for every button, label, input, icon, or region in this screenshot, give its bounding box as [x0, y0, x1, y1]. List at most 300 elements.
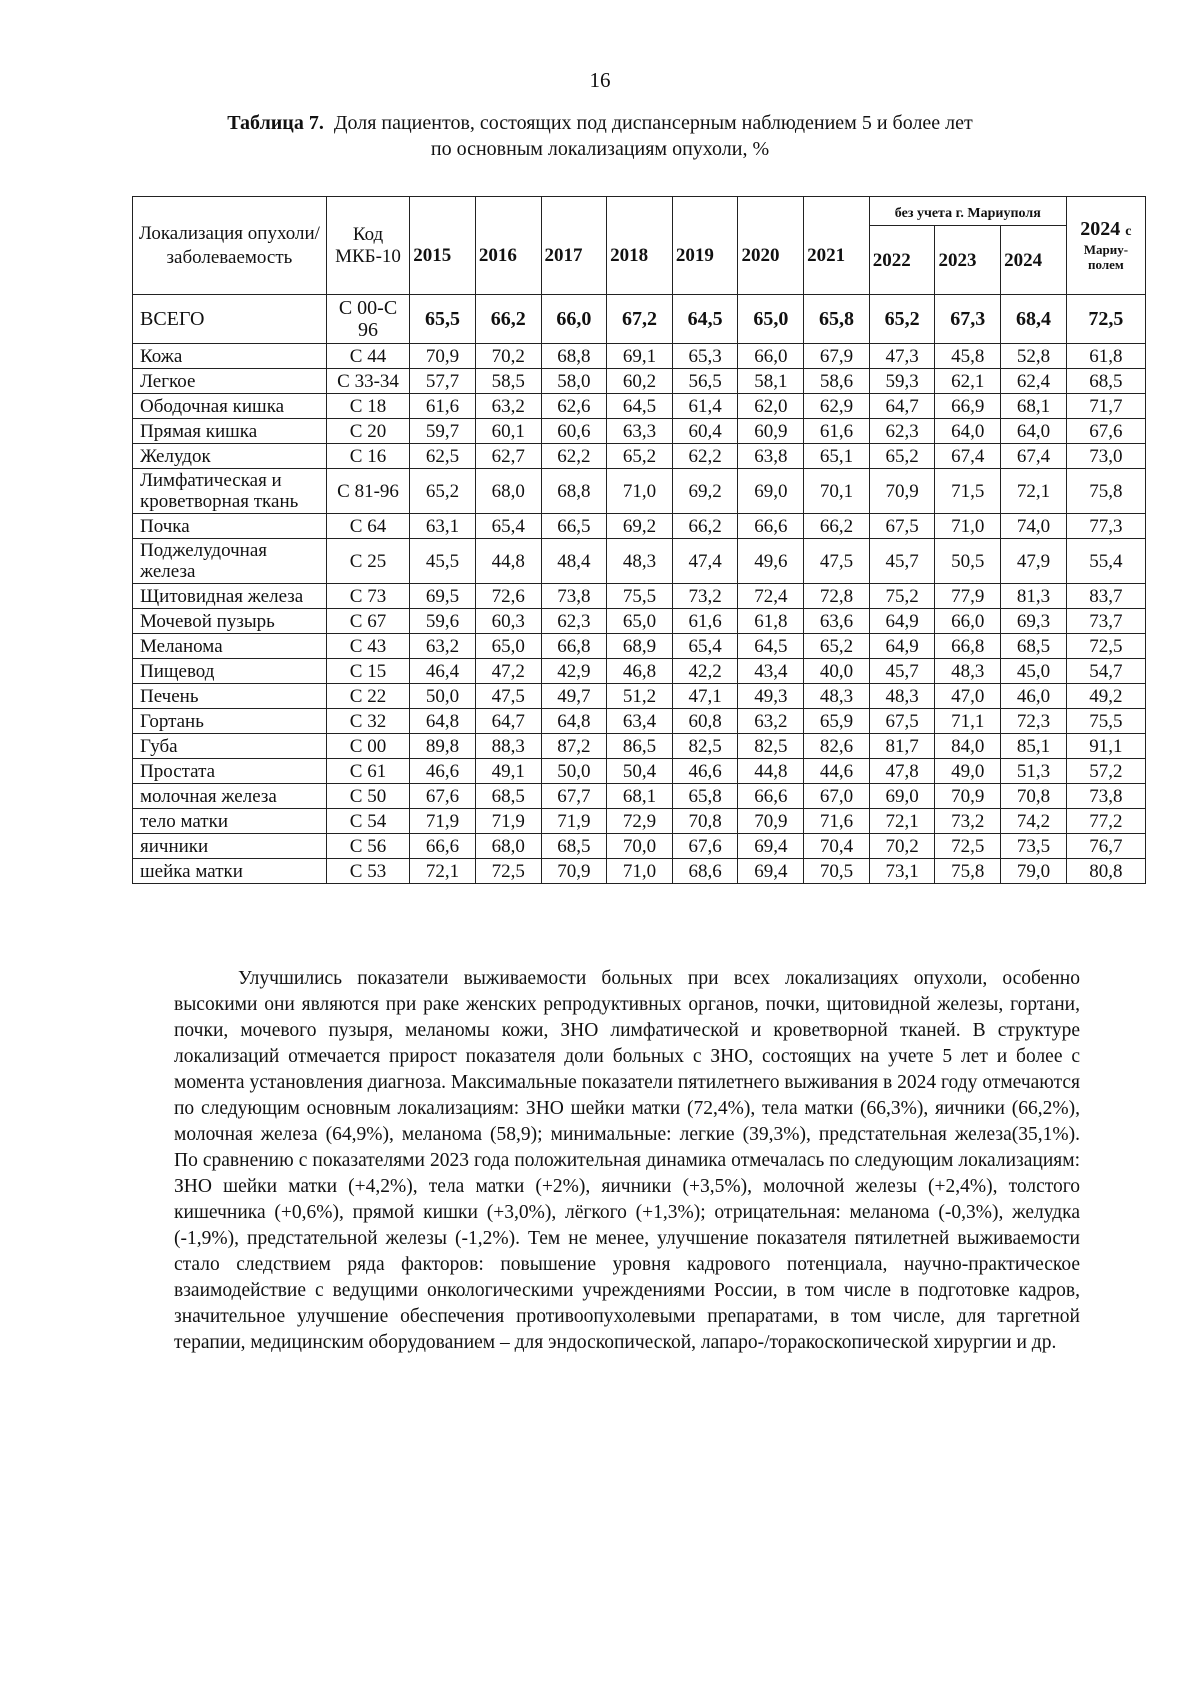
row-value: 62,2: [672, 444, 738, 469]
row-value: 75,8: [1066, 469, 1145, 514]
row-value: 71,5: [935, 469, 1001, 514]
body-paragraph: Улучшились показатели выживаемости больных при всех локализациях опухоли, особенно высокими они являются при раке женских репродуктивных органов, почки, щитовидной железы, гортани, почки, мочевого пузыря, меланомы кожи, ЗНО лимфатической и кроветворной тканей. В структуре локализаций отмечается прирост показателя доли больных с ЗНО, состоящих на учете 5 лет и более с момента установления диагноза. Максимальные показатели пятилетнего выживания в 2024 году отмечаются по следующим основным локализациям: ЗНО шейки матки (72,4%), тела матки (66,3%), яичники (66,2%), молочная железа (64,9%), меланома (58,9); минимальные: легкие (39,3%), предстательная железа(35,1%). По сравнению с показателями 2023 года положительная динамика отмечалась по следующим локализациям: ЗНО шейки матки (+4,2%), тела матки (+2%), яичники (+3,5%), молочной железы (+2,4%), толстого кишечника (+0,6%), прямой кишки (+3,0%), лёгкого (+1,3%); отрицательная: меланома (-0,3%), желудка (-1,9%), предстательной железы (-1,2%). Тем не менее, улучшение показателя пятилетней выживаемости стало следствием ряда факторов: повышение уровня кадрового потенциала, научно-практическое взаимодействие с ведущими онкологическими учреждениями России, в том числе в подготовке кадров, значительное улучшение обеспечения противоопухолевыми препаратами, в том числе, для таргетной терапии, медицинским оборудованием – для эндоскопической, лапаро-/торакоскопической хирургии и др.: [174, 968, 1080, 1353]
table-row: [133, 784, 1146, 809]
row-value: 67,7: [541, 784, 607, 809]
row-code: С 56: [326, 834, 409, 859]
row-name: Кожа: [133, 344, 327, 369]
table-row: [133, 709, 1146, 734]
header-year: 2015: [410, 197, 476, 295]
row-value: 50,0: [541, 759, 607, 784]
table-row: [133, 514, 1146, 539]
row-value: 67,5: [869, 514, 935, 539]
row-value: 49,7: [541, 684, 607, 709]
row-value: 83,7: [1066, 584, 1145, 609]
row-value: 71,0: [607, 859, 673, 884]
row-value: 86,5: [607, 734, 673, 759]
row-value: 80,8: [1066, 859, 1145, 884]
row-value: 70,2: [869, 834, 935, 859]
row-value: 63,6: [804, 609, 870, 634]
row-value: 65,9: [804, 709, 870, 734]
row-value: 67,4: [935, 444, 1001, 469]
row-value: 64,5: [738, 634, 804, 659]
row-value: 72,4: [738, 584, 804, 609]
row-value: 72,6: [475, 584, 541, 609]
row-value: 72,8: [804, 584, 870, 609]
row-name: тело матки: [133, 809, 327, 834]
row-value: 64,9: [869, 634, 935, 659]
row-value: 58,1: [738, 369, 804, 394]
row-value: 66,9: [935, 394, 1001, 419]
row-value: 67,9: [804, 344, 870, 369]
row-value: 60,1: [475, 419, 541, 444]
row-name: Лимфатическая и кроветворная ткань: [133, 469, 327, 514]
row-value: 70,9: [738, 809, 804, 834]
row-value: 70,9: [410, 344, 476, 369]
row-value: 68,8: [541, 344, 607, 369]
row-value: 68,8: [541, 469, 607, 514]
row-value: 66,2: [672, 514, 738, 539]
row-value: 68,6: [672, 859, 738, 884]
row-value: 64,9: [869, 609, 935, 634]
row-value: 88,3: [475, 734, 541, 759]
row-value: 72,5: [1066, 295, 1145, 344]
row-value: 64,0: [935, 419, 1001, 444]
row-value: 51,2: [607, 684, 673, 709]
row-value: 47,2: [475, 659, 541, 684]
row-value: 62,9: [804, 394, 870, 419]
row-value: 64,8: [541, 709, 607, 734]
row-value: 70,9: [869, 469, 935, 514]
row-value: 47,4: [672, 539, 738, 584]
row-code: С 67: [326, 609, 409, 634]
row-value: 46,8: [607, 659, 673, 684]
row-value: 64,7: [475, 709, 541, 734]
row-value: 66,8: [541, 634, 607, 659]
table-row: [133, 394, 1146, 419]
row-value: 70,4: [804, 834, 870, 859]
row-value: 67,2: [607, 295, 673, 344]
row-code: С 33-34: [326, 369, 409, 394]
row-value: 49,6: [738, 539, 804, 584]
table-row: [133, 759, 1146, 784]
row-value: 69,0: [738, 469, 804, 514]
row-value: 42,9: [541, 659, 607, 684]
row-value: 58,6: [804, 369, 870, 394]
row-value: 59,7: [410, 419, 476, 444]
table-row: [133, 859, 1146, 884]
row-value: 49,3: [738, 684, 804, 709]
row-value: 67,6: [672, 834, 738, 859]
caption-line2: по основным локализациям опухоли, %: [430, 138, 770, 160]
row-value: 61,8: [738, 609, 804, 634]
row-value: 65,2: [804, 634, 870, 659]
row-value: 68,5: [1066, 369, 1145, 394]
row-name: Почка: [133, 514, 327, 539]
row-value: 75,5: [607, 584, 673, 609]
row-value: 65,2: [869, 444, 935, 469]
row-value: 66,0: [935, 609, 1001, 634]
row-value: 71,0: [607, 469, 673, 514]
total-row: [133, 295, 1146, 344]
row-value: 68,0: [475, 834, 541, 859]
row-value: 63,4: [607, 709, 673, 734]
row-value: 63,8: [738, 444, 804, 469]
row-value: 71,7: [1066, 394, 1145, 419]
row-value: 47,1: [672, 684, 738, 709]
row-value: 70,5: [804, 859, 870, 884]
row-value: 58,0: [541, 369, 607, 394]
row-code: С 54: [326, 809, 409, 834]
row-value: 54,7: [1066, 659, 1145, 684]
row-value: 70,8: [672, 809, 738, 834]
row-value: 81,3: [1001, 584, 1067, 609]
row-value: 65,5: [410, 295, 476, 344]
row-value: 65,1: [804, 444, 870, 469]
row-value: 69,0: [869, 784, 935, 809]
header-group-year: 2022: [869, 226, 935, 295]
row-value: 68,5: [541, 834, 607, 859]
row-name: ВСЕГО: [133, 295, 327, 344]
row-value: 74,0: [1001, 514, 1067, 539]
row-value: 69,4: [738, 834, 804, 859]
table-row: [133, 344, 1146, 369]
row-name: Печень: [133, 684, 327, 709]
row-value: 46,0: [1001, 684, 1067, 709]
header-group-year: 2023: [935, 226, 1001, 295]
row-value: 63,2: [410, 634, 476, 659]
header-code: Код МКБ-10: [326, 197, 409, 295]
row-value: 64,5: [672, 295, 738, 344]
row-code: С 81-96: [326, 469, 409, 514]
row-name: яичники: [133, 834, 327, 859]
row-value: 44,8: [475, 539, 541, 584]
row-value: 42,2: [672, 659, 738, 684]
row-value: 71,9: [541, 809, 607, 834]
row-value: 62,4: [1001, 369, 1067, 394]
row-value: 74,2: [1001, 809, 1067, 834]
row-value: 61,6: [672, 609, 738, 634]
row-value: 59,3: [869, 369, 935, 394]
row-name: Щитовидная железа: [133, 584, 327, 609]
row-value: 77,2: [1066, 809, 1145, 834]
row-code: С 00-С 96: [326, 295, 409, 344]
row-value: 68,1: [607, 784, 673, 809]
row-value: 60,8: [672, 709, 738, 734]
row-value: 70,2: [475, 344, 541, 369]
row-code: С 50: [326, 784, 409, 809]
row-name: Губа: [133, 734, 327, 759]
row-name: Меланома: [133, 634, 327, 659]
row-value: 65,4: [672, 634, 738, 659]
row-value: 79,0: [1001, 859, 1067, 884]
row-value: 62,1: [935, 369, 1001, 394]
row-value: 68,1: [1001, 394, 1067, 419]
row-value: 67,0: [804, 784, 870, 809]
row-value: 49,0: [935, 759, 1001, 784]
row-value: 68,0: [475, 469, 541, 514]
row-value: 60,2: [607, 369, 673, 394]
row-value: 68,4: [1001, 295, 1067, 344]
row-code: С 44: [326, 344, 409, 369]
row-value: 72,1: [1001, 469, 1067, 514]
row-value: 63,2: [475, 394, 541, 419]
row-value: 73,2: [672, 584, 738, 609]
row-value: 45,7: [869, 659, 935, 684]
row-value: 72,5: [475, 859, 541, 884]
header-year: 2018: [607, 197, 673, 295]
table-row: [133, 684, 1146, 709]
row-value: 68,5: [475, 784, 541, 809]
row-value: 46,4: [410, 659, 476, 684]
table-row: [133, 584, 1146, 609]
row-value: 72,3: [1001, 709, 1067, 734]
row-value: 66,2: [804, 514, 870, 539]
row-code: С 16: [326, 444, 409, 469]
row-value: 61,8: [1066, 344, 1145, 369]
row-value: 50,4: [607, 759, 673, 784]
row-value: 58,5: [475, 369, 541, 394]
table-row: [133, 809, 1146, 834]
row-value: 72,5: [1066, 634, 1145, 659]
row-value: 72,1: [410, 859, 476, 884]
row-value: 71,9: [410, 809, 476, 834]
row-value: 55,4: [1066, 539, 1145, 584]
row-value: 60,9: [738, 419, 804, 444]
row-code: С 73: [326, 584, 409, 609]
row-value: 61,6: [410, 394, 476, 419]
row-value: 62,6: [541, 394, 607, 419]
row-value: 77,3: [1066, 514, 1145, 539]
row-name: шейка матки: [133, 859, 327, 884]
header-year: 2021: [804, 197, 870, 295]
table-row: [133, 539, 1146, 584]
caption-line1: Доля пациентов, состоящих под диспансерным наблюдением 5 и более лет: [333, 112, 973, 134]
row-code: С 61: [326, 759, 409, 784]
header-year: 2020: [738, 197, 804, 295]
row-value: 52,8: [1001, 344, 1067, 369]
row-value: 65,3: [672, 344, 738, 369]
row-value: 65,4: [475, 514, 541, 539]
row-value: 62,3: [869, 419, 935, 444]
row-value: 45,0: [1001, 659, 1067, 684]
row-value: 43,4: [738, 659, 804, 684]
row-value: 76,7: [1066, 834, 1145, 859]
row-value: 65,8: [672, 784, 738, 809]
row-value: 47,3: [869, 344, 935, 369]
row-value: 67,3: [935, 295, 1001, 344]
row-value: 87,2: [541, 734, 607, 759]
row-value: 44,8: [738, 759, 804, 784]
row-value: 48,3: [607, 539, 673, 584]
row-value: 56,5: [672, 369, 738, 394]
table-row: [133, 734, 1146, 759]
row-value: 67,6: [1066, 419, 1145, 444]
table-row: [133, 419, 1146, 444]
row-value: 66,0: [738, 344, 804, 369]
row-value: 67,5: [869, 709, 935, 734]
row-value: 71,0: [935, 514, 1001, 539]
row-value: 82,5: [738, 734, 804, 759]
row-value: 57,7: [410, 369, 476, 394]
row-value: 50,0: [410, 684, 476, 709]
caption-label: Таблица 7.: [227, 112, 324, 134]
table-row: [133, 659, 1146, 684]
row-name: Гортань: [133, 709, 327, 734]
row-value: 46,6: [410, 759, 476, 784]
row-value: 75,5: [1066, 709, 1145, 734]
row-value: 73,7: [1066, 609, 1145, 634]
row-value: 64,7: [869, 394, 935, 419]
row-value: 85,1: [1001, 734, 1067, 759]
row-value: 48,3: [935, 659, 1001, 684]
row-value: 66,6: [410, 834, 476, 859]
row-value: 66,2: [475, 295, 541, 344]
row-code: С 25: [326, 539, 409, 584]
row-value: 63,2: [738, 709, 804, 734]
row-value: 66,0: [541, 295, 607, 344]
row-value: 81,7: [869, 734, 935, 759]
row-value: 67,4: [1001, 444, 1067, 469]
row-value: 65,2: [607, 444, 673, 469]
row-value: 40,0: [804, 659, 870, 684]
row-value: 72,9: [607, 809, 673, 834]
row-value: 45,5: [410, 539, 476, 584]
row-value: 73,1: [869, 859, 935, 884]
row-value: 82,6: [804, 734, 870, 759]
row-value: 44,6: [804, 759, 870, 784]
row-value: 46,6: [672, 759, 738, 784]
table-row: [133, 444, 1146, 469]
row-code: С 53: [326, 859, 409, 884]
row-value: 71,1: [935, 709, 1001, 734]
row-value: 48,3: [804, 684, 870, 709]
header-last-note: Мариу-полем: [1083, 242, 1129, 272]
row-code: С 22: [326, 684, 409, 709]
table-row: [133, 469, 1146, 514]
table-caption: [0, 110, 1200, 162]
row-name: Поджелудочная железа: [133, 539, 327, 584]
row-value: 82,5: [672, 734, 738, 759]
row-value: 60,3: [475, 609, 541, 634]
row-code: С 43: [326, 634, 409, 659]
row-value: 64,8: [410, 709, 476, 734]
row-value: 63,1: [410, 514, 476, 539]
row-value: 75,2: [869, 584, 935, 609]
row-value: 49,2: [1066, 684, 1145, 709]
row-value: 62,7: [475, 444, 541, 469]
row-value: 61,4: [672, 394, 738, 419]
header-year: 2019: [672, 197, 738, 295]
row-value: 70,9: [541, 859, 607, 884]
row-name: Пищевод: [133, 659, 327, 684]
row-value: 63,3: [607, 419, 673, 444]
row-value: 69,2: [607, 514, 673, 539]
row-value: 51,3: [1001, 759, 1067, 784]
row-name: Желудок: [133, 444, 327, 469]
row-value: 77,9: [935, 584, 1001, 609]
row-value: 70,1: [804, 469, 870, 514]
row-name: Прямая кишка: [133, 419, 327, 444]
row-value: 69,4: [738, 859, 804, 884]
row-code: С 20: [326, 419, 409, 444]
row-value: 66,5: [541, 514, 607, 539]
header-localization: Локализация опухоли/ заболеваемость: [133, 197, 327, 295]
row-value: 70,9: [935, 784, 1001, 809]
row-value: 47,0: [935, 684, 1001, 709]
row-value: 72,1: [869, 809, 935, 834]
row-value: 59,6: [410, 609, 476, 634]
header-year: 2016: [475, 197, 541, 295]
row-value: 66,8: [935, 634, 1001, 659]
row-value: 48,3: [869, 684, 935, 709]
row-value: 47,5: [804, 539, 870, 584]
row-value: 45,7: [869, 539, 935, 584]
row-value: 65,8: [804, 295, 870, 344]
row-value: 60,4: [672, 419, 738, 444]
row-name: Простата: [133, 759, 327, 784]
row-value: 62,3: [541, 609, 607, 634]
table-row: [133, 369, 1146, 394]
row-value: 60,6: [541, 419, 607, 444]
header-group-label: без учета г. Мариуполя: [869, 197, 1066, 226]
row-value: 69,2: [672, 469, 738, 514]
row-code: С 64: [326, 514, 409, 539]
row-name: молочная железа: [133, 784, 327, 809]
row-code: С 15: [326, 659, 409, 684]
header-year: 2017: [541, 197, 607, 295]
row-value: 49,1: [475, 759, 541, 784]
row-value: 72,5: [935, 834, 1001, 859]
row-value: 66,6: [738, 784, 804, 809]
row-value: 62,2: [541, 444, 607, 469]
header-group-year: 2024: [1001, 226, 1067, 295]
row-code: С 18: [326, 394, 409, 419]
row-value: 47,8: [869, 759, 935, 784]
row-name: Легкое: [133, 369, 327, 394]
row-value: 47,9: [1001, 539, 1067, 584]
row-value: 70,0: [607, 834, 673, 859]
row-value: 71,9: [475, 809, 541, 834]
row-value: 45,8: [935, 344, 1001, 369]
row-value: 66,6: [738, 514, 804, 539]
row-value: 69,3: [1001, 609, 1067, 634]
row-value: 73,8: [541, 584, 607, 609]
header-last: [1066, 197, 1145, 295]
table-row: [133, 634, 1146, 659]
row-value: 68,9: [607, 634, 673, 659]
row-value: 65,0: [475, 634, 541, 659]
row-value: 50,5: [935, 539, 1001, 584]
row-value: 73,8: [1066, 784, 1145, 809]
row-value: 73,2: [935, 809, 1001, 834]
row-value: 62,0: [738, 394, 804, 419]
row-value: 89,8: [410, 734, 476, 759]
row-name: Мочевой пузырь: [133, 609, 327, 634]
row-value: 84,0: [935, 734, 1001, 759]
data-table: [132, 196, 1146, 884]
table-row: [133, 834, 1146, 859]
row-value: 65,2: [410, 469, 476, 514]
row-name: Ободочная кишка: [133, 394, 327, 419]
row-code: С 32: [326, 709, 409, 734]
row-value: 48,4: [541, 539, 607, 584]
row-value: 75,8: [935, 859, 1001, 884]
row-value: 65,2: [869, 295, 935, 344]
row-value: 91,1: [1066, 734, 1145, 759]
table-body: [133, 295, 1146, 884]
row-value: 65,0: [738, 295, 804, 344]
row-value: 73,5: [1001, 834, 1067, 859]
